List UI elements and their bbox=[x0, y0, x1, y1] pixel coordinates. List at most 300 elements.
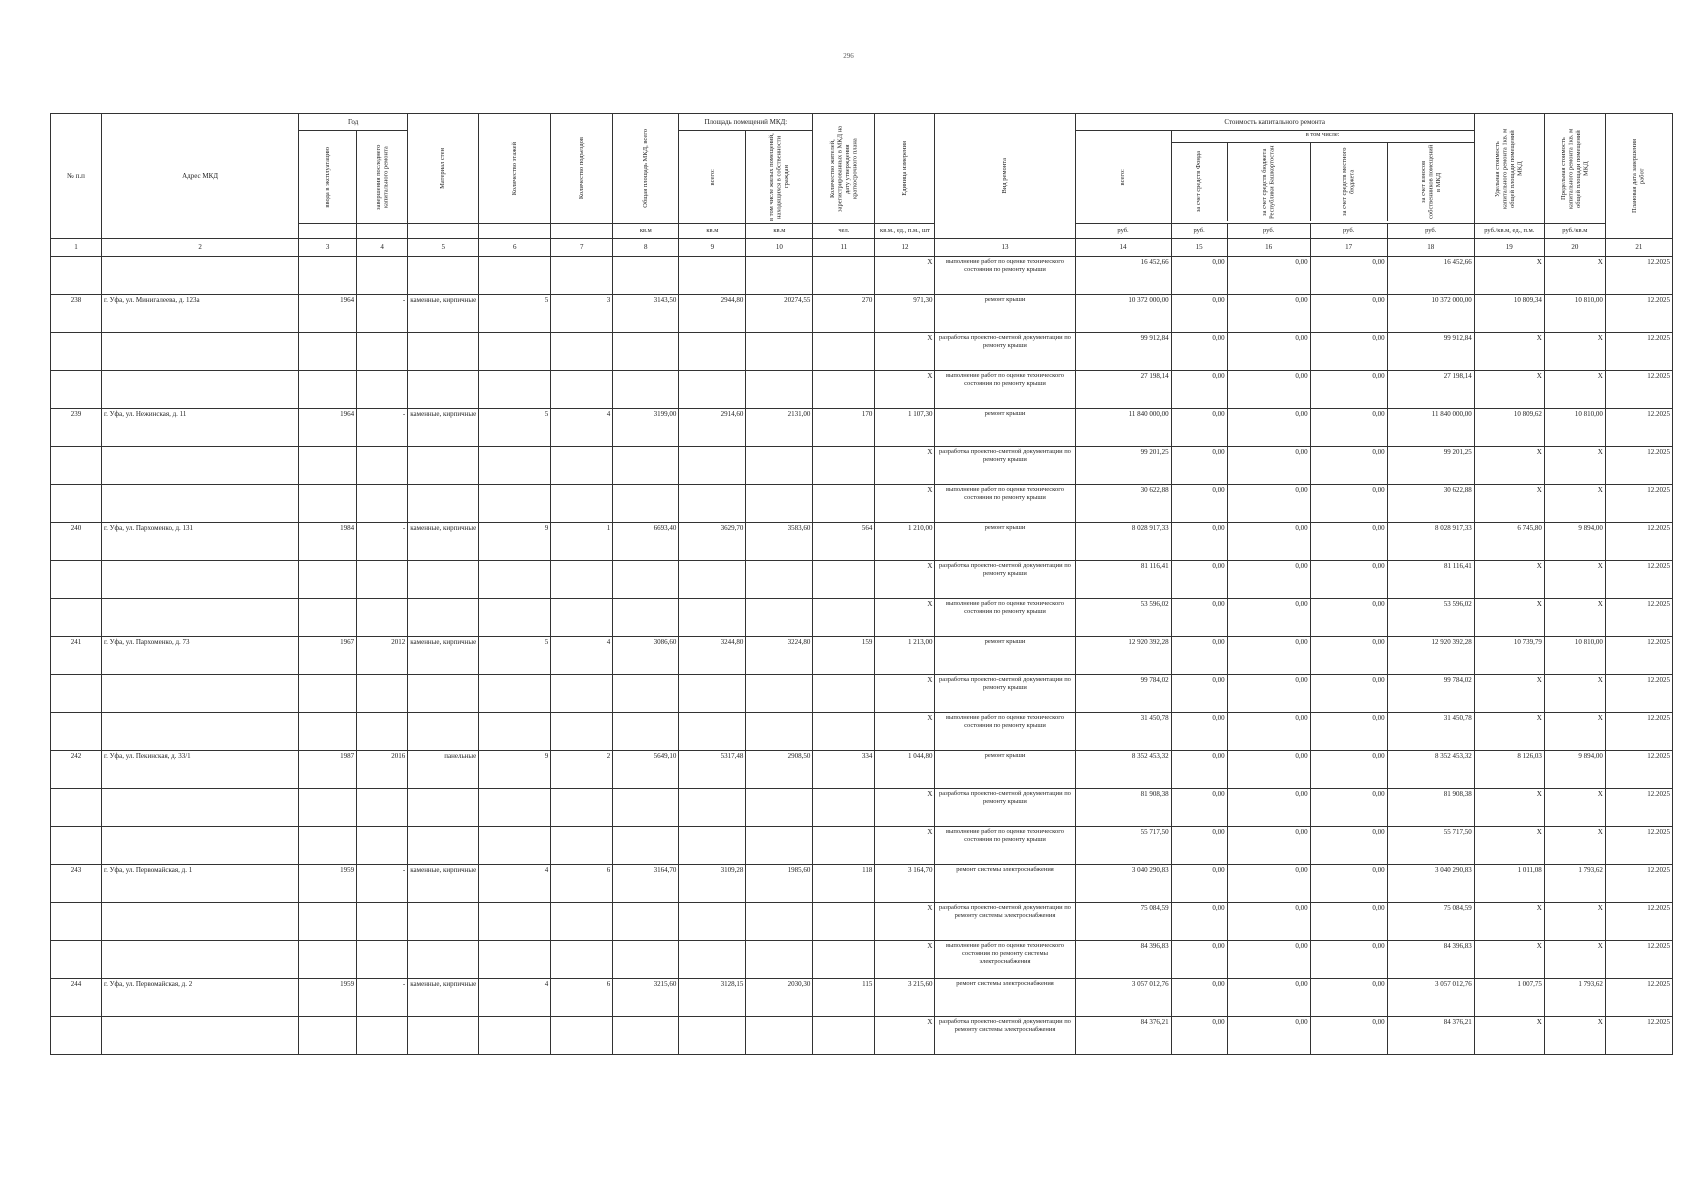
header-total-area-text: Общая площадь МКД, всего bbox=[642, 129, 650, 208]
cell-unit-cost: 10 809,62 bbox=[1474, 409, 1544, 447]
cell-wall-material bbox=[408, 485, 479, 523]
cell-wall-material bbox=[408, 675, 479, 713]
cell-year-commission bbox=[299, 903, 357, 941]
cell-deadline: 12.2025 bbox=[1605, 979, 1672, 1017]
cell-entrances bbox=[551, 333, 613, 371]
cell-cost-republic: 0,00 bbox=[1227, 523, 1310, 561]
cell-limit-cost: X bbox=[1544, 789, 1605, 827]
cell-cost-fund: 0,00 bbox=[1171, 865, 1227, 903]
cell-quantity: X bbox=[875, 903, 935, 941]
cell-wall-material bbox=[408, 941, 479, 979]
cell-entrances bbox=[551, 1017, 613, 1055]
cell-cost-fund: 0,00 bbox=[1171, 371, 1227, 409]
cell-year-commission bbox=[299, 941, 357, 979]
cell-cost-total: 8 028 917,33 bbox=[1075, 523, 1171, 561]
cell-cost-owners: 99 912,84 bbox=[1387, 333, 1474, 371]
cell-n: 238 bbox=[51, 295, 102, 333]
cell-total-area: 3086,60 bbox=[613, 637, 679, 675]
header-entrances-text: Количество подъездов bbox=[578, 137, 586, 200]
cell-cost-republic: 0,00 bbox=[1227, 941, 1310, 979]
cell-floors bbox=[479, 333, 551, 371]
cell-limit-cost: X bbox=[1544, 941, 1605, 979]
cell-cost-fund: 0,00 bbox=[1171, 713, 1227, 751]
page-number: 296 bbox=[843, 52, 854, 60]
cell-repair-type: разработка проектно-сметной документации по ремонту крыши bbox=[935, 447, 1075, 485]
cell-year-last-repair bbox=[357, 941, 408, 979]
cell-cost-republic: 0,00 bbox=[1227, 827, 1310, 865]
column-number: 13 bbox=[935, 239, 1075, 257]
cell-entrances bbox=[551, 941, 613, 979]
cell-cost-owners: 8 352 453,32 bbox=[1387, 751, 1474, 789]
column-number: 17 bbox=[1310, 239, 1387, 257]
cell-limit-cost: 9 894,00 bbox=[1544, 751, 1605, 789]
cell-entrances bbox=[551, 827, 613, 865]
cell-unit-cost: X bbox=[1474, 561, 1544, 599]
cell-n bbox=[51, 789, 102, 827]
header-repair-type-text: Вид ремонта bbox=[1001, 158, 1009, 194]
cell-wall-material bbox=[408, 371, 479, 409]
cell-cost-total: 81 908,38 bbox=[1075, 789, 1171, 827]
cell-address bbox=[102, 713, 299, 751]
cell-deadline: 12.2025 bbox=[1605, 751, 1672, 789]
cell-cost-total: 11 840 000,00 bbox=[1075, 409, 1171, 447]
cell-quantity: 3 215,60 bbox=[875, 979, 935, 1017]
cell-premises-total bbox=[679, 599, 746, 637]
cell-floors bbox=[479, 257, 551, 295]
cell-year-last-repair bbox=[357, 789, 408, 827]
cell-deadline: 12.2025 bbox=[1605, 371, 1672, 409]
cell-cost-owners: 16 452,66 bbox=[1387, 257, 1474, 295]
cell-unit-cost: X bbox=[1474, 827, 1544, 865]
cell-wall-material: каменные, кирпичные bbox=[408, 865, 479, 903]
cell-unit-cost: X bbox=[1474, 333, 1544, 371]
cell-n: 244 bbox=[51, 979, 102, 1017]
capital-repair-table bbox=[50, 113, 1673, 1055]
cell-cost-total: 53 596,02 bbox=[1075, 599, 1171, 637]
cell-cost-total: 75 084,59 bbox=[1075, 903, 1171, 941]
cell-cost-fund: 0,00 bbox=[1171, 447, 1227, 485]
cell-residents: 118 bbox=[813, 865, 875, 903]
cell-n: 242 bbox=[51, 751, 102, 789]
cell-cost-total: 12 920 392,28 bbox=[1075, 637, 1171, 675]
cell-cost-fund: 0,00 bbox=[1171, 523, 1227, 561]
cell-total-area: 3215,60 bbox=[613, 979, 679, 1017]
cell-wall-material bbox=[408, 713, 479, 751]
cell-limit-cost: X bbox=[1544, 371, 1605, 409]
cell-wall-material bbox=[408, 561, 479, 599]
cell-limit-cost: X bbox=[1544, 1017, 1605, 1055]
cell-cost-fund: 0,00 bbox=[1171, 789, 1227, 827]
cell-residents bbox=[813, 789, 875, 827]
cell-cost-total: 27 198,14 bbox=[1075, 371, 1171, 409]
cell-quantity: 971,30 bbox=[875, 295, 935, 333]
cell-limit-cost: 10 810,00 bbox=[1544, 637, 1605, 675]
unit-cost-republic: руб. bbox=[1227, 224, 1310, 239]
cell-address: г. Уфа, ул. Пекинская, д. 33/1 bbox=[102, 751, 299, 789]
cell-unit-cost: X bbox=[1474, 713, 1544, 751]
cell-total-area bbox=[613, 371, 679, 409]
table-row bbox=[51, 257, 1673, 295]
cell-cost-local: 0,00 bbox=[1310, 599, 1387, 637]
cell-deadline: 12.2025 bbox=[1605, 599, 1672, 637]
cell-cost-fund: 0,00 bbox=[1171, 1017, 1227, 1055]
cell-cost-republic: 0,00 bbox=[1227, 751, 1310, 789]
cell-year-commission bbox=[299, 789, 357, 827]
cell-cost-total: 99 784,02 bbox=[1075, 675, 1171, 713]
cell-total-area bbox=[613, 789, 679, 827]
cell-deadline: 12.2025 bbox=[1605, 333, 1672, 371]
cell-wall-material bbox=[408, 257, 479, 295]
cell-address: г. Уфа, ул. Минигалеева, д. 123а bbox=[102, 295, 299, 333]
cell-limit-cost: X bbox=[1544, 485, 1605, 523]
cell-entrances: 6 bbox=[551, 865, 613, 903]
cell-floors: 5 bbox=[479, 295, 551, 333]
cell-address bbox=[102, 257, 299, 295]
cell-year-commission bbox=[299, 599, 357, 637]
cell-limit-cost: X bbox=[1544, 447, 1605, 485]
cell-n bbox=[51, 561, 102, 599]
table-row bbox=[51, 409, 1673, 447]
cell-cost-republic: 0,00 bbox=[1227, 865, 1310, 903]
column-number: 16 bbox=[1227, 239, 1310, 257]
cell-limit-cost: 1 793,62 bbox=[1544, 865, 1605, 903]
cell-wall-material bbox=[408, 599, 479, 637]
unit-cost-total: руб. bbox=[1075, 224, 1171, 239]
cell-entrances: 4 bbox=[551, 637, 613, 675]
cell-limit-cost: 10 810,00 bbox=[1544, 409, 1605, 447]
cell-cost-owners: 10 372 000,00 bbox=[1387, 295, 1474, 333]
cell-residents bbox=[813, 827, 875, 865]
cell-deadline: 12.2025 bbox=[1605, 941, 1672, 979]
cell-limit-cost: X bbox=[1544, 599, 1605, 637]
header-year: Год bbox=[299, 114, 408, 131]
cell-limit-cost: X bbox=[1544, 713, 1605, 751]
cell-address: г. Уфа, ул. Нежинская, д. 11 bbox=[102, 409, 299, 447]
cell-floors bbox=[479, 447, 551, 485]
header-cost-local bbox=[1311, 143, 1388, 221]
cell-address bbox=[102, 675, 299, 713]
cell-floors: 9 bbox=[479, 751, 551, 789]
cell-total-area: 6693,40 bbox=[613, 523, 679, 561]
cell-entrances bbox=[551, 713, 613, 751]
cell-premises-total: 3109,28 bbox=[679, 865, 746, 903]
cell-premises-total bbox=[679, 1017, 746, 1055]
header-total-area bbox=[613, 114, 679, 224]
column-number: 7 bbox=[551, 239, 613, 257]
cell-total-area: 3164,70 bbox=[613, 865, 679, 903]
cell-premises-total bbox=[679, 941, 746, 979]
cell-entrances bbox=[551, 257, 613, 295]
cell-premises-total bbox=[679, 827, 746, 865]
column-number: 5 bbox=[408, 239, 479, 257]
cell-quantity: 1 107,30 bbox=[875, 409, 935, 447]
cell-cost-owners: 3 057 012,76 bbox=[1387, 979, 1474, 1017]
cell-quantity: X bbox=[875, 447, 935, 485]
cell-floors: 9 bbox=[479, 523, 551, 561]
header-cost-republic bbox=[1228, 143, 1311, 221]
header-cost-local-text: за счет средств местного бюджета bbox=[1341, 147, 1356, 217]
cell-cost-local: 0,00 bbox=[1310, 941, 1387, 979]
cell-quantity: X bbox=[875, 941, 935, 979]
cell-cost-local: 0,00 bbox=[1310, 257, 1387, 295]
header-year-commission-text: ввода в эксплуатацию bbox=[323, 146, 331, 208]
cell-repair-type: ремонт системы электроснабжения bbox=[935, 979, 1075, 1017]
cell-limit-cost: X bbox=[1544, 675, 1605, 713]
cell-total-area: 3143,50 bbox=[613, 295, 679, 333]
cell-cost-owners: 30 622,88 bbox=[1387, 485, 1474, 523]
cell-premises-total bbox=[679, 257, 746, 295]
cell-year-last-repair: - bbox=[357, 979, 408, 1017]
cell-floors bbox=[479, 485, 551, 523]
cell-n bbox=[51, 827, 102, 865]
cell-repair-type: ремонт системы электроснабжения bbox=[935, 865, 1075, 903]
column-number: 18 bbox=[1387, 239, 1474, 257]
header-year-last-repair-text: завершения последнего капитального ремонта bbox=[374, 144, 390, 210]
cell-premises-total bbox=[679, 447, 746, 485]
cell-premises-residential: 2908,50 bbox=[746, 751, 813, 789]
column-numbers-row bbox=[51, 239, 1673, 257]
column-number: 11 bbox=[813, 239, 875, 257]
cell-n bbox=[51, 675, 102, 713]
header-cost: Стоимость капитального ремонта bbox=[1075, 114, 1474, 131]
cell-quantity: X bbox=[875, 485, 935, 523]
cell-premises-residential bbox=[746, 447, 813, 485]
cell-residents: 334 bbox=[813, 751, 875, 789]
cell-premises-residential bbox=[746, 599, 813, 637]
cell-floors bbox=[479, 789, 551, 827]
cell-premises-total bbox=[679, 675, 746, 713]
cell-year-commission bbox=[299, 827, 357, 865]
cell-cost-republic: 0,00 bbox=[1227, 979, 1310, 1017]
table-row bbox=[51, 865, 1673, 903]
table-header bbox=[51, 114, 1673, 257]
cell-cost-republic: 0,00 bbox=[1227, 789, 1310, 827]
cell-n bbox=[51, 257, 102, 295]
cell-year-commission: 1964 bbox=[299, 295, 357, 333]
cell-quantity: X bbox=[875, 333, 935, 371]
cell-quantity: 1 213,00 bbox=[875, 637, 935, 675]
cell-year-last-repair bbox=[357, 599, 408, 637]
cell-cost-local: 0,00 bbox=[1310, 827, 1387, 865]
cell-wall-material: каменные, кирпичные bbox=[408, 979, 479, 1017]
cell-n bbox=[51, 371, 102, 409]
cell-cost-local: 0,00 bbox=[1310, 409, 1387, 447]
header-cost-fund-text: за счет средств Фонда bbox=[1195, 151, 1203, 213]
header-wall-material-text: Материал стен bbox=[439, 148, 447, 189]
cell-wall-material bbox=[408, 447, 479, 485]
header-n: № п.п bbox=[51, 114, 102, 239]
cell-premises-total bbox=[679, 485, 746, 523]
cell-repair-type: ремонт крыши bbox=[935, 637, 1075, 675]
cell-year-commission bbox=[299, 713, 357, 751]
unit-empty bbox=[408, 224, 479, 239]
cell-wall-material: каменные, кирпичные bbox=[408, 637, 479, 675]
cell-total-area bbox=[613, 447, 679, 485]
cell-quantity: X bbox=[875, 371, 935, 409]
cell-year-commission bbox=[299, 447, 357, 485]
cell-premises-total bbox=[679, 713, 746, 751]
column-number: 19 bbox=[1474, 239, 1544, 257]
cell-year-last-repair bbox=[357, 485, 408, 523]
header-cost-owners bbox=[1388, 143, 1474, 221]
table-row bbox=[51, 561, 1673, 599]
cell-total-area: 5649,10 bbox=[613, 751, 679, 789]
cell-residents bbox=[813, 599, 875, 637]
header-residents-text: Количество жителей, зарегистрированных в МКД на дату утверждения краткосрочного плана bbox=[828, 125, 859, 212]
cell-limit-cost: X bbox=[1544, 827, 1605, 865]
cell-year-last-repair bbox=[357, 827, 408, 865]
cell-address bbox=[102, 371, 299, 409]
cell-unit-cost: 1 011,08 bbox=[1474, 865, 1544, 903]
header-address: Адрес МКД bbox=[102, 114, 299, 239]
cell-unit-cost: 8 126,03 bbox=[1474, 751, 1544, 789]
unit-limit-cost: руб./кв.м bbox=[1544, 224, 1605, 239]
cell-cost-owners: 11 840 000,00 bbox=[1387, 409, 1474, 447]
cell-address bbox=[102, 333, 299, 371]
table-row bbox=[51, 789, 1673, 827]
column-number: 6 bbox=[479, 239, 551, 257]
cell-quantity: X bbox=[875, 257, 935, 295]
cell-cost-local: 0,00 bbox=[1310, 295, 1387, 333]
cell-cost-total: 31 450,78 bbox=[1075, 713, 1171, 751]
cell-premises-total bbox=[679, 371, 746, 409]
unit-empty bbox=[551, 224, 613, 239]
cell-address bbox=[102, 599, 299, 637]
cell-entrances bbox=[551, 903, 613, 941]
cell-cost-total: 10 372 000,00 bbox=[1075, 295, 1171, 333]
cell-deadline: 12.2025 bbox=[1605, 409, 1672, 447]
cell-repair-type: выполнение работ по оценке технического состояния по ремонту крыши bbox=[935, 827, 1075, 865]
cell-unit-cost: X bbox=[1474, 447, 1544, 485]
cell-total-area bbox=[613, 903, 679, 941]
cell-year-commission bbox=[299, 1017, 357, 1055]
cell-cost-total: 81 116,41 bbox=[1075, 561, 1171, 599]
table-row bbox=[51, 371, 1673, 409]
table-row bbox=[51, 333, 1673, 371]
cell-quantity: X bbox=[875, 675, 935, 713]
cell-floors: 5 bbox=[479, 637, 551, 675]
cell-total-area bbox=[613, 561, 679, 599]
cell-unit-cost: X bbox=[1474, 903, 1544, 941]
cell-repair-type: выполнение работ по оценке технического состояния по ремонту крыши bbox=[935, 485, 1075, 523]
cell-cost-local: 0,00 bbox=[1310, 333, 1387, 371]
cell-unit-cost: 1 007,75 bbox=[1474, 979, 1544, 1017]
unit-cost-owners: руб. bbox=[1387, 224, 1474, 239]
cell-cost-owners: 31 450,78 bbox=[1387, 713, 1474, 751]
cell-cost-republic: 0,00 bbox=[1227, 599, 1310, 637]
cell-address bbox=[102, 485, 299, 523]
cell-unit-cost: X bbox=[1474, 941, 1544, 979]
cell-premises-total: 3244,80 bbox=[679, 637, 746, 675]
cell-year-commission bbox=[299, 675, 357, 713]
unit-premises-residential: кв.м bbox=[746, 224, 813, 239]
cell-cost-local: 0,00 bbox=[1310, 637, 1387, 675]
cell-cost-local: 0,00 bbox=[1310, 789, 1387, 827]
cell-year-commission: 1984 bbox=[299, 523, 357, 561]
cell-repair-type: выполнение работ по оценке технического состояния по ремонту крыши bbox=[935, 599, 1075, 637]
header-entrances bbox=[551, 114, 613, 224]
cell-cost-total: 3 057 012,76 bbox=[1075, 979, 1171, 1017]
cell-floors bbox=[479, 1017, 551, 1055]
cell-premises-total bbox=[679, 333, 746, 371]
cell-address bbox=[102, 827, 299, 865]
cell-premises-residential bbox=[746, 371, 813, 409]
cell-residents bbox=[813, 1017, 875, 1055]
cell-cost-owners: 12 920 392,28 bbox=[1387, 637, 1474, 675]
cell-cost-local: 0,00 bbox=[1310, 751, 1387, 789]
cell-residents bbox=[813, 903, 875, 941]
cell-quantity: 1 044,80 bbox=[875, 751, 935, 789]
cell-cost-owners: 3 040 290,83 bbox=[1387, 865, 1474, 903]
cell-total-area: 3199,00 bbox=[613, 409, 679, 447]
cell-cost-fund: 0,00 bbox=[1171, 827, 1227, 865]
cell-year-commission bbox=[299, 485, 357, 523]
header-cost-total bbox=[1075, 131, 1171, 224]
cell-total-area bbox=[613, 257, 679, 295]
table-row bbox=[51, 295, 1673, 333]
cell-year-last-repair bbox=[357, 561, 408, 599]
cell-deadline: 12.2025 bbox=[1605, 257, 1672, 295]
cell-deadline: 12.2025 bbox=[1605, 1017, 1672, 1055]
cell-cost-fund: 0,00 bbox=[1171, 409, 1227, 447]
unit-residents: чел. bbox=[813, 224, 875, 239]
cell-entrances bbox=[551, 447, 613, 485]
cell-deadline: 12.2025 bbox=[1605, 827, 1672, 865]
cell-total-area bbox=[613, 485, 679, 523]
cell-repair-type: разработка проектно-сметной документации по ремонту крыши bbox=[935, 675, 1075, 713]
cell-wall-material bbox=[408, 827, 479, 865]
cell-unit-cost: X bbox=[1474, 675, 1544, 713]
unit-unit-cost: руб./кв.м, ед., п.м. bbox=[1474, 224, 1544, 239]
cell-premises-residential bbox=[746, 903, 813, 941]
cell-cost-republic: 0,00 bbox=[1227, 295, 1310, 333]
cell-total-area bbox=[613, 599, 679, 637]
cell-n bbox=[51, 903, 102, 941]
cell-cost-local: 0,00 bbox=[1310, 675, 1387, 713]
cell-year-last-repair: - bbox=[357, 295, 408, 333]
cell-address bbox=[102, 561, 299, 599]
cell-repair-type: ремонт крыши bbox=[935, 295, 1075, 333]
table-body bbox=[51, 257, 1673, 1055]
cell-cost-republic: 0,00 bbox=[1227, 713, 1310, 751]
cell-premises-residential bbox=[746, 713, 813, 751]
unit-measure: кв.м., ед., п.м., шт bbox=[875, 224, 935, 239]
unit-empty bbox=[357, 224, 408, 239]
cell-cost-total: 55 717,50 bbox=[1075, 827, 1171, 865]
table-row bbox=[51, 675, 1673, 713]
cell-entrances: 3 bbox=[551, 295, 613, 333]
cell-premises-residential: 3583,60 bbox=[746, 523, 813, 561]
cell-premises-residential: 1985,60 bbox=[746, 865, 813, 903]
cell-cost-fund: 0,00 bbox=[1171, 903, 1227, 941]
table-row bbox=[51, 637, 1673, 675]
column-number: 12 bbox=[875, 239, 935, 257]
cell-address bbox=[102, 1017, 299, 1055]
table-row bbox=[51, 599, 1673, 637]
cell-cost-local: 0,00 bbox=[1310, 979, 1387, 1017]
cell-deadline: 12.2025 bbox=[1605, 561, 1672, 599]
cell-floors: 5 bbox=[479, 409, 551, 447]
cell-cost-fund: 0,00 bbox=[1171, 295, 1227, 333]
cell-entrances bbox=[551, 789, 613, 827]
unit-premises-total: кв.м bbox=[679, 224, 746, 239]
cell-residents bbox=[813, 485, 875, 523]
cell-cost-fund: 0,00 bbox=[1171, 485, 1227, 523]
column-number: 20 bbox=[1544, 239, 1605, 257]
cell-n bbox=[51, 599, 102, 637]
cell-premises-residential bbox=[746, 1017, 813, 1055]
cell-entrances: 1 bbox=[551, 523, 613, 561]
